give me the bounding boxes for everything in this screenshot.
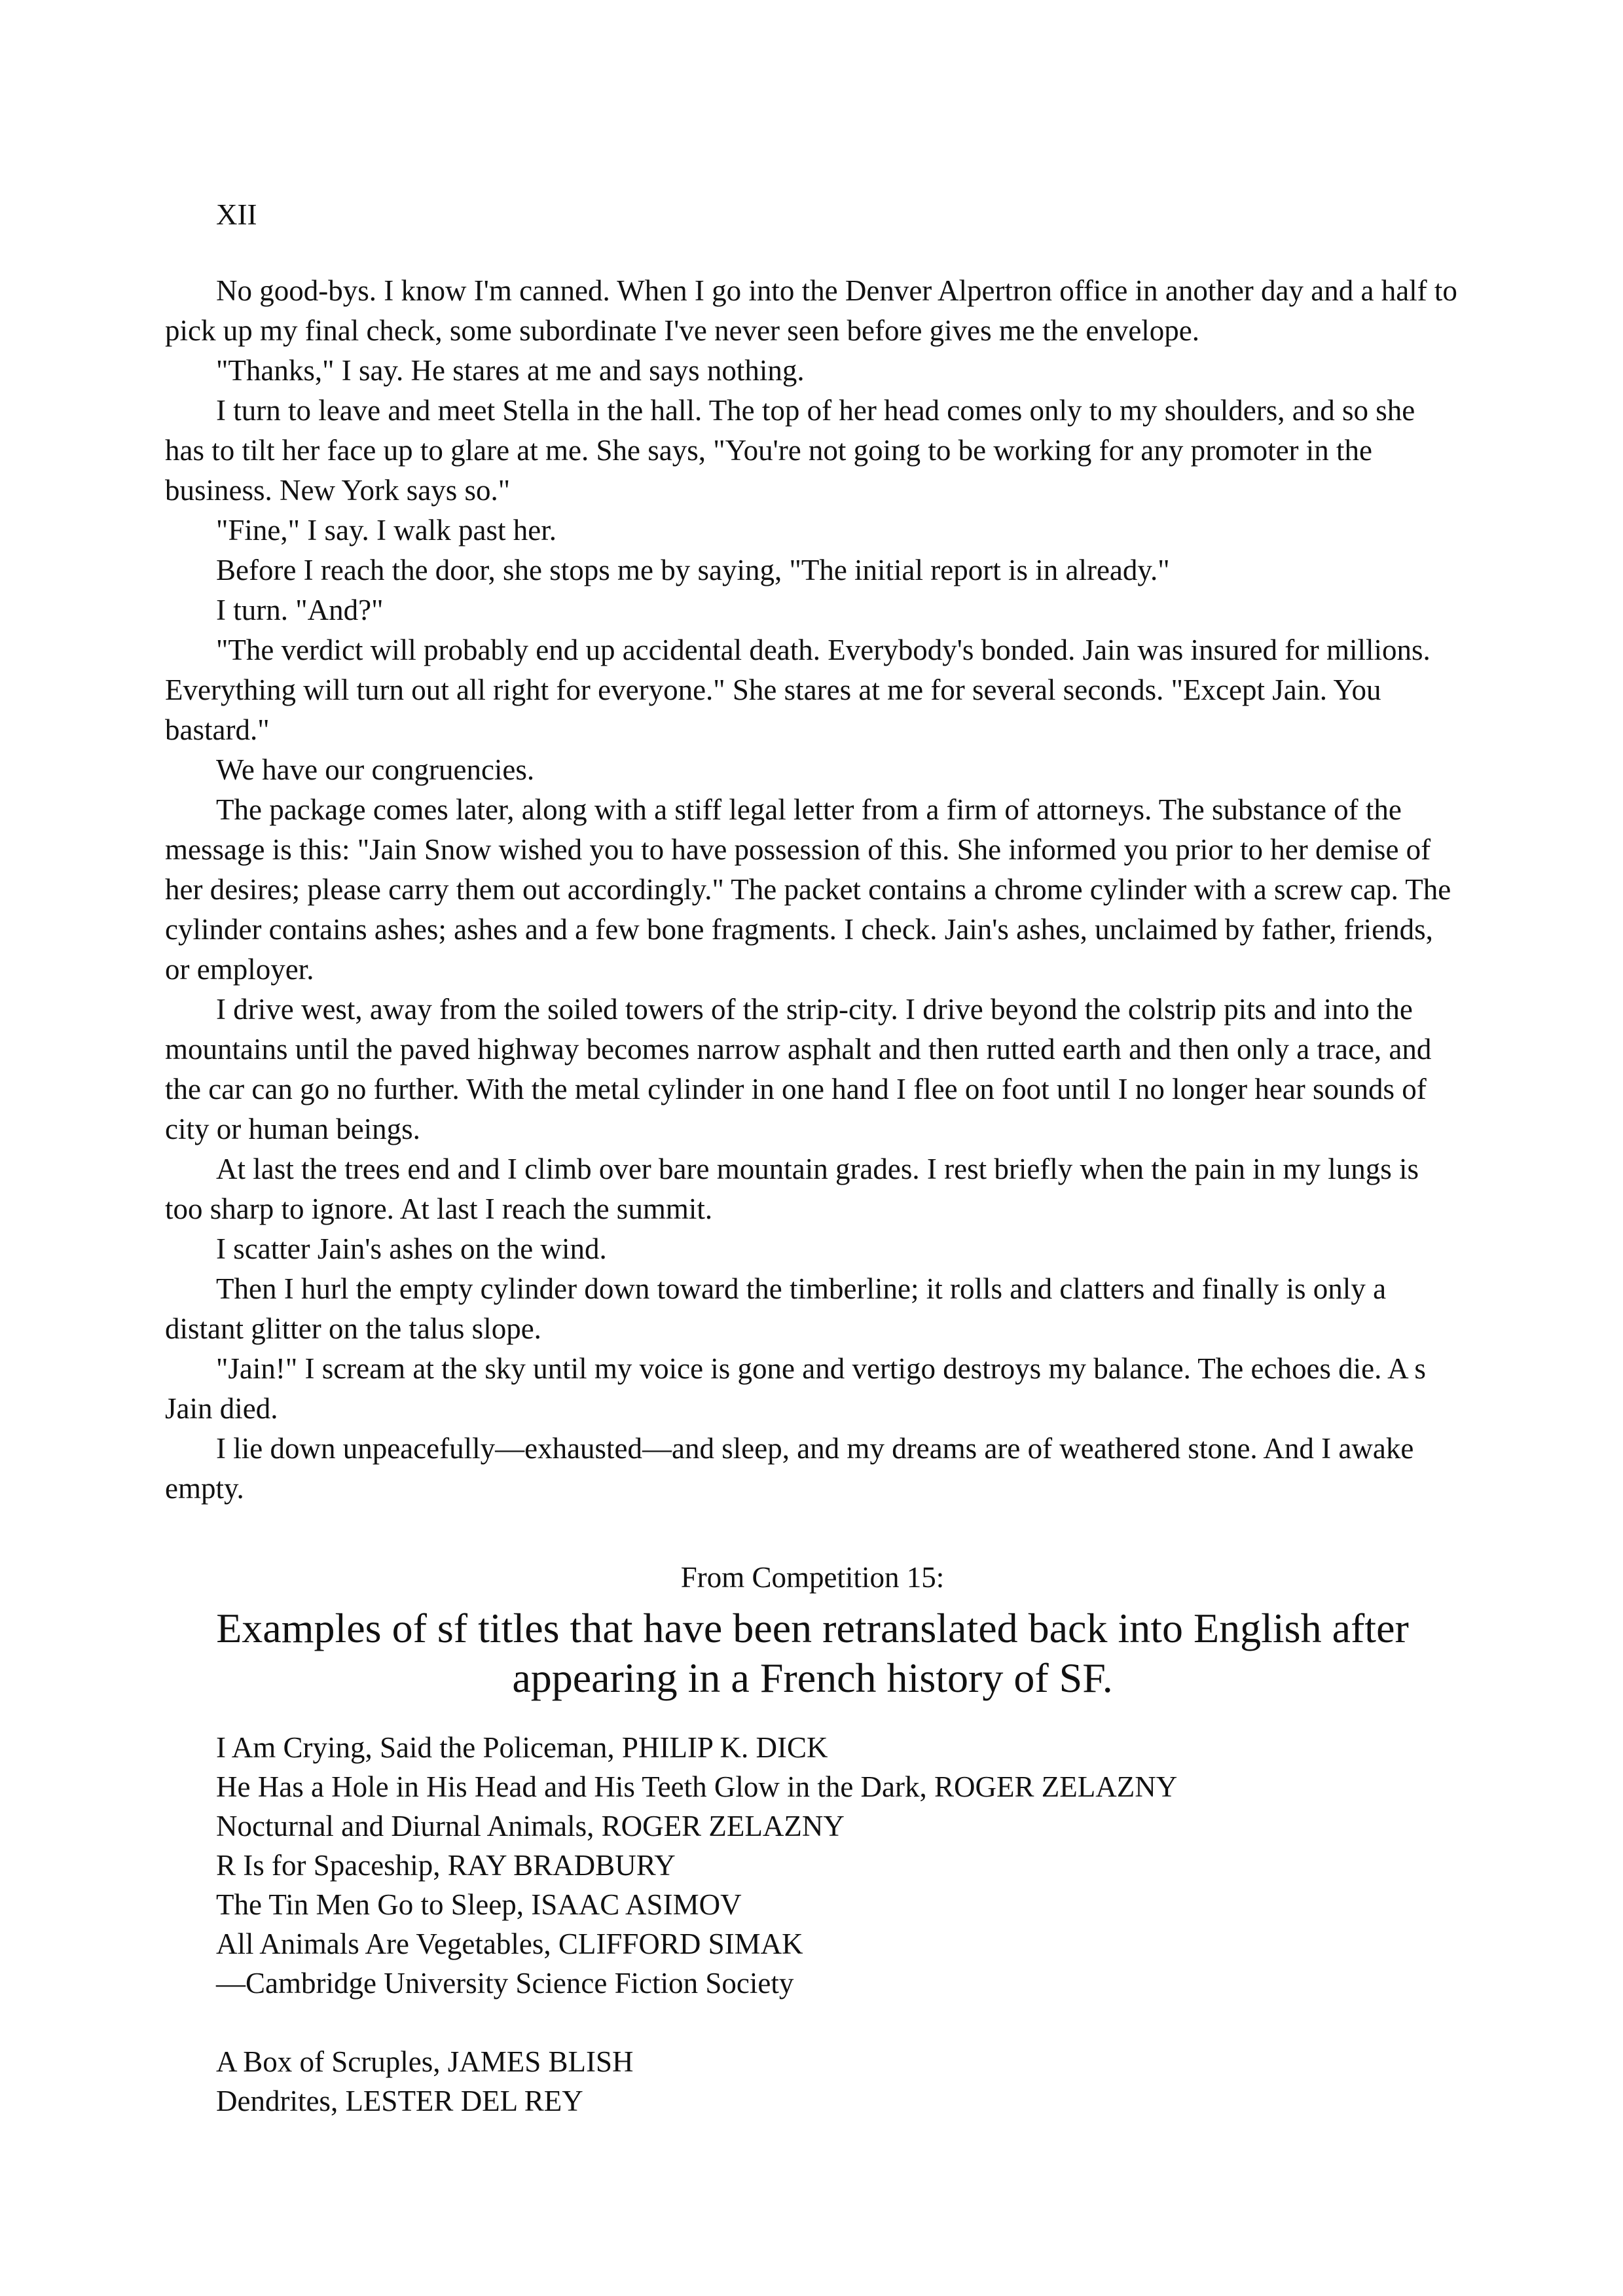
story-paragraph: The package comes later, along with a stiff legal letter from a firm of attorneys. The substance of the message is this: "Jain Snow wished you to have possession of this. She informed you prior to her demise of her desires; please carry them out accordingly." The packet contains a chrome cylinder with a screw cap. The cylinder contains ashes; ashes and a few bone fragments. I check. Jain's ashes, unclaimed by father, friends, or employer. — [165, 793, 1451, 986]
story-paragraph: "Fine," I say. I walk past her. — [216, 514, 556, 547]
story-paragraph: "The verdict will probably end up accidental death. Everybody's bonded. Jain was insured for millions. Everything will turn out all right for everyone." She stares at me for several seconds. "Except Jain. You bastard." — [165, 634, 1431, 746]
attribution: —Cambridge University Science Fiction Society — [216, 1967, 794, 2000]
title-entry: All Animals Are Vegetables, CLIFFORD SIMAK — [216, 1928, 803, 1960]
story-paragraph: I drive west, away from the soiled towers of the strip-city. I drive beyond the colstrip pits and into the mountains until the paved highway becomes narrow asphalt and then rutted earth and then only a trace, and the car can go no further. With the metal cylinder in one hand I flee on foot until I no longer hear sounds of city or human beings. — [165, 993, 1432, 1145]
story-paragraph: I scatter Jain's ashes on the wind. — [216, 1232, 607, 1265]
title-entry: A Box of Scruples, JAMES BLISH — [216, 2045, 634, 2078]
title-entry: R Is for Spaceship, RAY BRADBURY — [216, 1849, 676, 1882]
story-paragraph: I turn to leave and meet Stella in the hall. The top of her head comes only to my shoulders, and so she has to tilt her face up to glare at me. She says, "You're not going to be working for any promoter in the business. New York says so." — [165, 394, 1415, 507]
story-paragraph: Before I reach the door, she stops me by saying, "The initial report is in already." — [216, 554, 1170, 586]
competition-title: Examples of sf titles that have been retranslated back into English after appearing in a French history of SF. — [216, 1605, 1409, 1701]
retranslated-titles-list — [216, 1728, 1460, 2121]
story-paragraph: At last the trees end and I climb over bare mountain grades. I rest briefly when the pain in my lungs is too sharp to ignore. At last I reach the summit. — [165, 1153, 1419, 1225]
chapter-heading: XII — [216, 198, 257, 231]
story-paragraph: "Thanks," I say. He stares at me and says nothing. — [216, 354, 805, 387]
story-text — [165, 271, 1460, 1509]
story-paragraph: We have our congruencies. — [216, 753, 535, 786]
list-spacer — [216, 2003, 1460, 2042]
story-paragraph: I turn. "And?" — [216, 594, 384, 626]
title-entry: The Tin Men Go to Sleep, ISAAC ASIMOV — [216, 1888, 742, 1921]
story-paragraph: Then I hurl the empty cylinder down toward the timberline; it rolls and clatters and finally is only a distant glitter on the talus slope. — [165, 1272, 1387, 1345]
story-paragraph: No good-bys. I know I'm canned. When I go into the Denver Alpertron office in another day and a half to pick up my final check, some subordinate I've never seen before gives me the envelope. — [165, 274, 1457, 347]
story-paragraph: "Jain!" I scream at the sky until my voice is gone and vertigo destroys my balance. The echoes die. A s Jain died. — [165, 1352, 1426, 1425]
title-entry: Nocturnal and Diurnal Animals, ROGER ZELAZNY — [216, 1810, 845, 1842]
title-entry: I Am Crying, Said the Policeman, PHILIP K. DICK — [216, 1731, 828, 1764]
title-entry: Dendrites, LESTER DEL REY — [216, 2085, 583, 2117]
competition-label: From Competition 15: — [680, 1561, 945, 1594]
story-paragraph: I lie down unpeacefully—exhausted—and sleep, and my dreams are of weathered stone. And I awake empty. — [165, 1432, 1414, 1505]
title-entry: He Has a Hole in His Head and His Teeth Glow in the Dark, ROGER ZELAZNY — [216, 1770, 1178, 1803]
